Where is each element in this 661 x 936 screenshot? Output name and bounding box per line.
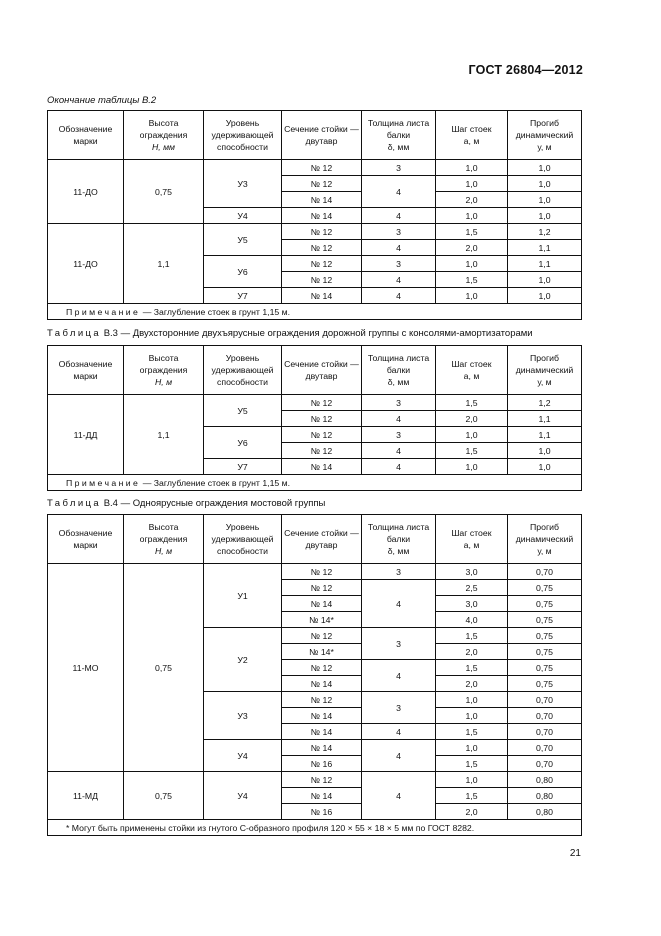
- section-cell: № 12: [282, 580, 362, 596]
- step-cell: 1,0: [436, 740, 508, 756]
- table-header-row: [48, 515, 582, 564]
- thickness-cell: 4: [362, 740, 436, 772]
- deflection-cell: 0,70: [508, 708, 582, 724]
- section-cell: № 16: [282, 804, 362, 820]
- thickness-cell: 4: [362, 724, 436, 740]
- standard-id: ГОСТ 26804—2012: [468, 63, 583, 77]
- thickness-cell: 4: [362, 240, 436, 256]
- deflection-cell: 0,75: [508, 596, 582, 612]
- thickness-cell: 4: [362, 772, 436, 820]
- section-cell: № 12: [282, 772, 362, 788]
- table-b2: [47, 110, 582, 320]
- level-cell: У4: [204, 772, 282, 820]
- section-cell: № 12: [282, 692, 362, 708]
- height-cell: 0,75: [124, 772, 204, 820]
- step-cell: 1,5: [436, 443, 508, 459]
- table-footnote-row: [48, 820, 582, 836]
- col-section: Сечение стойки — двутавр: [282, 346, 362, 395]
- section-cell: № 14: [282, 192, 362, 208]
- section-cell: № 12: [282, 256, 362, 272]
- deflection-cell: 0,75: [508, 628, 582, 644]
- thickness-cell: 3: [362, 628, 436, 660]
- step-cell: 1,5: [436, 756, 508, 772]
- step-cell: 2,0: [436, 192, 508, 208]
- step-cell: 1,0: [436, 427, 508, 443]
- deflection-cell: 0,70: [508, 692, 582, 708]
- table-footnote: * Могут быть применены стойки из гнутого С-образного профиля 120 × 55 × 18 × 5 мм по ГОСТ 8282.: [48, 820, 582, 836]
- step-cell: 1,5: [436, 660, 508, 676]
- mark-cell: 11-МД: [48, 772, 124, 820]
- col-mark: Обозначение марки: [48, 515, 124, 564]
- step-cell: 2,0: [436, 676, 508, 692]
- step-cell: 3,0: [436, 564, 508, 580]
- table-row: [48, 395, 582, 411]
- section-cell: № 14: [282, 288, 362, 304]
- level-cell: У6: [204, 427, 282, 459]
- section-cell: № 12: [282, 176, 362, 192]
- step-cell: 2,5: [436, 580, 508, 596]
- height-cell: 0,75: [124, 160, 204, 224]
- deflection-cell: 1,0: [508, 443, 582, 459]
- step-cell: 1,5: [436, 788, 508, 804]
- section-cell: № 16: [282, 756, 362, 772]
- table-row: [48, 772, 582, 788]
- step-cell: 2,0: [436, 644, 508, 660]
- step-cell: 1,0: [436, 459, 508, 475]
- deflection-cell: 1,2: [508, 224, 582, 240]
- table-b3-caption: Таблица В.3 — Двухсторонние двухъярусные ограждения дорожной группы с консолями-амортизаторами: [47, 328, 533, 339]
- section-cell: № 12: [282, 660, 362, 676]
- deflection-cell: 0,80: [508, 804, 582, 820]
- thickness-cell: 3: [362, 224, 436, 240]
- col-level: Уровень удерживающей способности: [204, 111, 282, 160]
- col-mark: Обозначение марки: [48, 346, 124, 395]
- step-cell: 1,5: [436, 628, 508, 644]
- deflection-cell: 1,1: [508, 240, 582, 256]
- section-cell: № 12: [282, 443, 362, 459]
- level-cell: У7: [204, 459, 282, 475]
- section-cell: № 14: [282, 708, 362, 724]
- col-step: Шаг стоек a, м: [436, 346, 508, 395]
- section-cell: № 14*: [282, 612, 362, 628]
- deflection-cell: 0,75: [508, 660, 582, 676]
- deflection-cell: 1,0: [508, 208, 582, 224]
- deflection-cell: 0,75: [508, 676, 582, 692]
- step-cell: 1,0: [436, 176, 508, 192]
- section-cell: № 12: [282, 272, 362, 288]
- height-cell: 1,1: [124, 224, 204, 304]
- deflection-cell: 1,2: [508, 395, 582, 411]
- thickness-cell: 4: [362, 208, 436, 224]
- level-cell: У7: [204, 288, 282, 304]
- mark-cell: 11-ДО: [48, 160, 124, 224]
- col-deflection: Прогиб динамический у, м: [508, 111, 582, 160]
- section-cell: № 12: [282, 427, 362, 443]
- level-cell: У4: [204, 208, 282, 224]
- step-cell: 1,0: [436, 256, 508, 272]
- col-thickness: Толщина листа балки δ, мм: [362, 515, 436, 564]
- table-row: [48, 160, 582, 176]
- deflection-cell: 0,80: [508, 788, 582, 804]
- col-level: Уровень удерживающей способности: [204, 346, 282, 395]
- step-cell: 1,0: [436, 288, 508, 304]
- deflection-cell: 0,70: [508, 740, 582, 756]
- deflection-cell: 1,0: [508, 160, 582, 176]
- table-header-row: [48, 346, 582, 395]
- deflection-cell: 0,75: [508, 612, 582, 628]
- col-mark: Обозначение марки: [48, 111, 124, 160]
- deflection-cell: 1,0: [508, 288, 582, 304]
- section-cell: № 14: [282, 596, 362, 612]
- deflection-cell: 1,1: [508, 411, 582, 427]
- col-height: Высота ограждения H, м: [124, 515, 204, 564]
- mark-cell: 11-ДО: [48, 224, 124, 304]
- level-cell: У6: [204, 256, 282, 288]
- deflection-cell: 1,0: [508, 272, 582, 288]
- deflection-cell: 1,0: [508, 192, 582, 208]
- table-row: [48, 564, 582, 580]
- section-cell: № 12: [282, 411, 362, 427]
- section-cell: № 14: [282, 676, 362, 692]
- section-cell: № 12: [282, 564, 362, 580]
- table-note: Примечание — Заглубление стоек в грунт 1,15 м.: [48, 304, 582, 320]
- section-cell: № 14: [282, 740, 362, 756]
- col-section: Сечение стойки — двутавр: [282, 515, 362, 564]
- level-cell: У3: [204, 692, 282, 740]
- deflection-cell: 1,0: [508, 176, 582, 192]
- level-cell: У5: [204, 395, 282, 427]
- section-cell: № 14: [282, 208, 362, 224]
- section-cell: № 12: [282, 224, 362, 240]
- page-number: 21: [569, 848, 581, 859]
- col-deflection: Прогиб динамический у, м: [508, 346, 582, 395]
- step-cell: 1,5: [436, 724, 508, 740]
- col-section: Сечение стойки — двутавр: [282, 111, 362, 160]
- height-cell: 0,75: [124, 564, 204, 772]
- step-cell: 1,5: [436, 272, 508, 288]
- col-thickness: Толщина листа балки δ, мм: [362, 111, 436, 160]
- section-cell: № 12: [282, 240, 362, 256]
- step-cell: 1,0: [436, 208, 508, 224]
- col-deflection: Прогиб динамический у, м: [508, 515, 582, 564]
- section-cell: № 12: [282, 628, 362, 644]
- mark-cell: 11-МО: [48, 564, 124, 772]
- deflection-cell: 0,70: [508, 756, 582, 772]
- mark-cell: 11-ДД: [48, 395, 124, 475]
- deflection-cell: 1,1: [508, 256, 582, 272]
- table-b3: [47, 345, 582, 491]
- deflection-cell: 0,75: [508, 644, 582, 660]
- table-b4-caption: Таблица В.4 — Одноярусные ограждения мостовой группы: [47, 498, 326, 509]
- col-step: Шаг стоек a, м: [436, 111, 508, 160]
- thickness-cell: 4: [362, 411, 436, 427]
- step-cell: 3,0: [436, 596, 508, 612]
- col-height: Высота ограждения H, м: [124, 346, 204, 395]
- section-cell: № 14: [282, 459, 362, 475]
- table-note: Примечание — Заглубление стоек в грунт 1,15 м.: [48, 475, 582, 491]
- table-note-row: [48, 304, 582, 320]
- thickness-cell: 3: [362, 427, 436, 443]
- level-cell: У5: [204, 224, 282, 256]
- step-cell: 1,5: [436, 395, 508, 411]
- deflection-cell: 0,80: [508, 772, 582, 788]
- col-thickness: Толщина листа балки δ, мм: [362, 346, 436, 395]
- table-row: [48, 224, 582, 240]
- step-cell: 1,0: [436, 708, 508, 724]
- deflection-cell: 1,0: [508, 459, 582, 475]
- thickness-cell: 3: [362, 256, 436, 272]
- col-step: Шаг стоек a, м: [436, 515, 508, 564]
- section-cell: № 12: [282, 160, 362, 176]
- level-cell: У1: [204, 564, 282, 628]
- table-b2-caption: Окончание таблицы В.2: [47, 95, 157, 106]
- thickness-cell: 3: [362, 160, 436, 176]
- thickness-cell: 4: [362, 580, 436, 628]
- step-cell: 2,0: [436, 411, 508, 427]
- step-cell: 1,5: [436, 224, 508, 240]
- section-cell: № 12: [282, 395, 362, 411]
- thickness-cell: 3: [362, 395, 436, 411]
- thickness-cell: 4: [362, 272, 436, 288]
- thickness-cell: 4: [362, 459, 436, 475]
- deflection-cell: 1,1: [508, 427, 582, 443]
- col-height: Высота ограждения H, мм: [124, 111, 204, 160]
- section-cell: № 14*: [282, 644, 362, 660]
- level-cell: У4: [204, 740, 282, 772]
- col-level: Уровень удерживающей способности: [204, 515, 282, 564]
- height-cell: 1,1: [124, 395, 204, 475]
- section-cell: № 14: [282, 724, 362, 740]
- step-cell: 2,0: [436, 240, 508, 256]
- level-cell: У2: [204, 628, 282, 692]
- thickness-cell: 3: [362, 564, 436, 580]
- step-cell: 1,0: [436, 772, 508, 788]
- thickness-cell: 4: [362, 443, 436, 459]
- thickness-cell: 4: [362, 660, 436, 692]
- deflection-cell: 0,70: [508, 724, 582, 740]
- step-cell: 2,0: [436, 804, 508, 820]
- table-header-row: [48, 111, 582, 160]
- step-cell: 1,0: [436, 160, 508, 176]
- step-cell: 4,0: [436, 612, 508, 628]
- table-note-row: [48, 475, 582, 491]
- deflection-cell: 0,70: [508, 564, 582, 580]
- step-cell: 1,0: [436, 692, 508, 708]
- thickness-cell: 4: [362, 176, 436, 208]
- deflection-cell: 0,75: [508, 580, 582, 596]
- level-cell: У3: [204, 160, 282, 208]
- section-cell: № 14: [282, 788, 362, 804]
- thickness-cell: 3: [362, 692, 436, 724]
- table-b4: [47, 514, 582, 836]
- thickness-cell: 4: [362, 288, 436, 304]
